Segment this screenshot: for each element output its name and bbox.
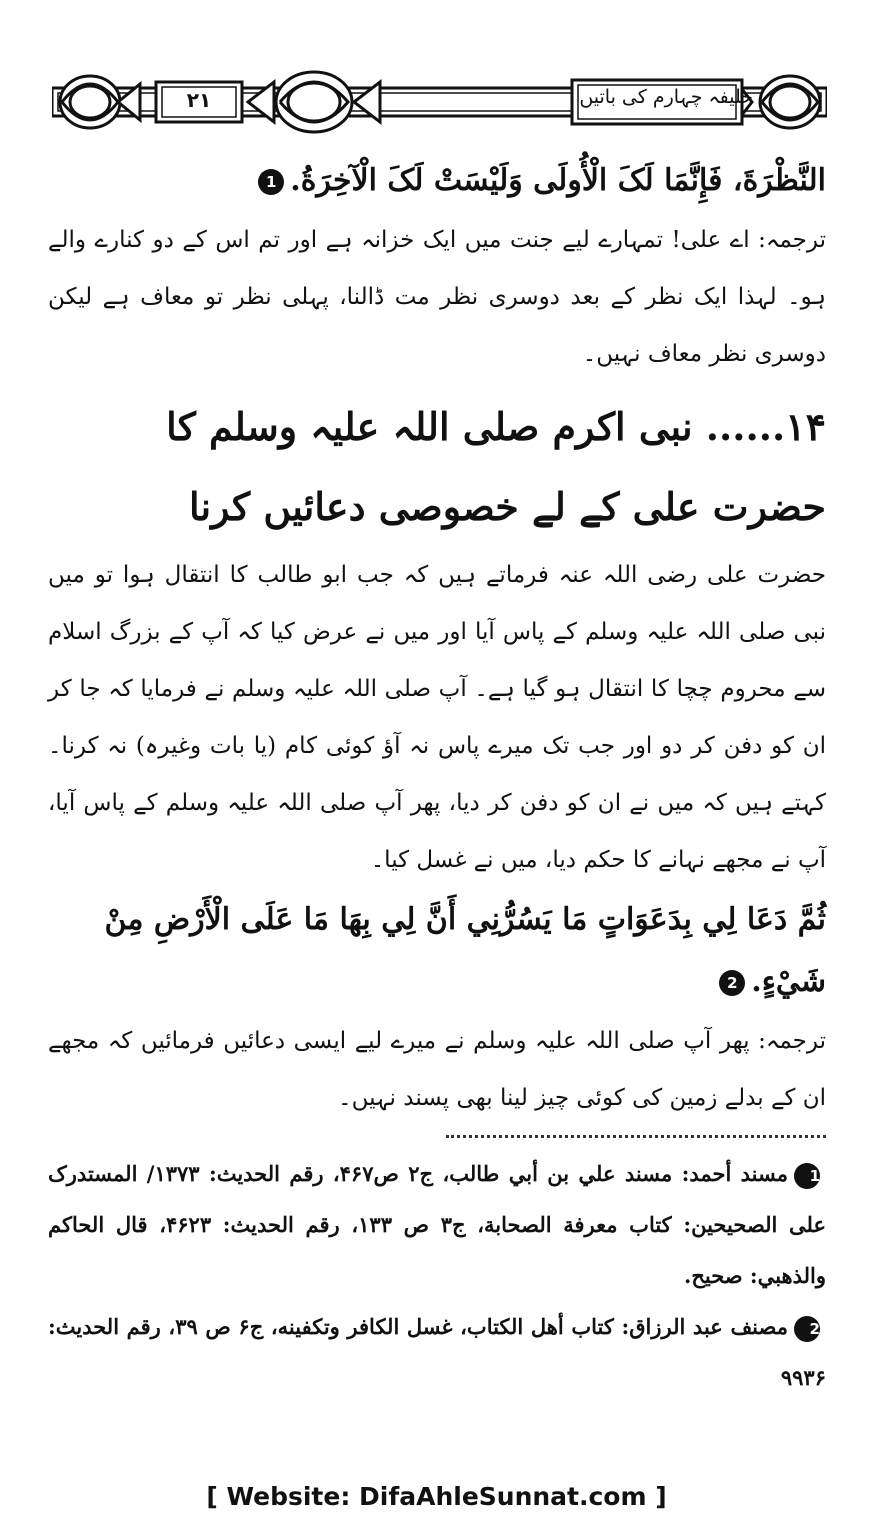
- footnote-2-text: مصنف عبد الرزاق: کتاب أهل الكتاب، غسل الكافر وتكفينه، ج۶ ص ۳۹، رقم الحديث: ۹۹۳۶: [48, 1314, 826, 1390]
- footnote-2-marker: 2: [794, 1316, 820, 1342]
- footnote-1: [48, 1148, 826, 1301]
- footnote-divider: [446, 1135, 826, 1138]
- translation-2: ترجمہ: پھر آپ صلی اللہ علیہ وسلم نے میرے لیے ایسی دعائیں فرمائیں کہ مجھے ان کے بدلے زمین کی کوئی چیز لینا بھی پسند نہیں۔: [48, 1028, 826, 1111]
- footnote-marker-1: 1: [258, 169, 284, 195]
- page-content: [48, 150, 826, 1403]
- footnote-2: [48, 1301, 826, 1403]
- footnote-1-marker: 1: [794, 1163, 820, 1189]
- website-footer: [ Website: DifaAhleSunnat.com ]: [206, 1482, 667, 1511]
- arabic-text-2: [48, 889, 826, 1013]
- page-number: ۲۱: [186, 88, 212, 112]
- arabic-text-1-body: النَّظْرَةَ، فَإِنَّمَا لَکَ الْأُولَی وَلَيْسَتْ لَکَ الْآخِرَةُ.: [290, 163, 826, 198]
- footnote-marker-2: 2: [719, 970, 745, 996]
- book-title: خلیفہ چہارم کی باتیں: [579, 86, 753, 108]
- translation-1: ترجمہ: اے علی! تمہارے لیے جنت میں ایک خزانہ ہے اور تم اس کے دو کنارے والے ہو۔ لہذا ایک نظر کے بعد دوسری نظر مت ڈالنا، پہلی نظر تو معاف ہے لیکن دوسری نظر معاف نہیں۔: [48, 227, 827, 367]
- arabic-text-2-body: ثُمَّ دَعَا لِي بِدَعَوَاتٍ مَا يَسُرُّنِي أَنَّ لِي بِهَا مَا عَلَى الْأَرْضِ مِنْ شَيْءٍ.: [104, 902, 826, 999]
- page-header: [52, 66, 827, 138]
- narration-paragraph: حضرت علی رضی اللہ عنہ فرماتے ہیں کہ جب ابو طالب کا انتقال ہوا تو میں نبی صلی اللہ علیہ وسلم کے پاس آیا اور میں نے عرض کیا کہ آپ کے بزرگ اسلام سے محروم چچا کا انتقال ہو گیا ہے۔ آپ صلی اللہ علیہ وسلم نے فرمایا کہ جا کر ان کو دفن کر دو اور جب تک میرے پاس نہ آؤ کوئی کام (یا بات وغیرہ) نہ کرنا۔ کہتے ہیں کہ میں نے ان کو دفن کر دیا، پھر آپ صلی اللہ علیہ وسلم کے پاس آیا، آپ نے مجھے نہانے کا حکم دیا، میں نے غسل کیا۔: [48, 562, 826, 873]
- arabic-text-1: [48, 150, 826, 212]
- section-heading: ۱۴...... نبی اکرم صلی اللہ علیہ وسلم کا حضرت علی کے لے خصوصی دعائیں کرنا: [166, 404, 826, 529]
- footnote-1-text: مسند أحمد: مسند علي بن أبي طالب، ج۲ ص۴۶۷، رقم الحديث: ۱۳۷۳/ المستدرک على الصحيحين: کتاب معرفة الصحابة، ج۳ ص ۱۳۳، رقم الحديث: ۴۶۲۳، قال الحاكم والذهبي: صحيح.: [48, 1161, 826, 1288]
